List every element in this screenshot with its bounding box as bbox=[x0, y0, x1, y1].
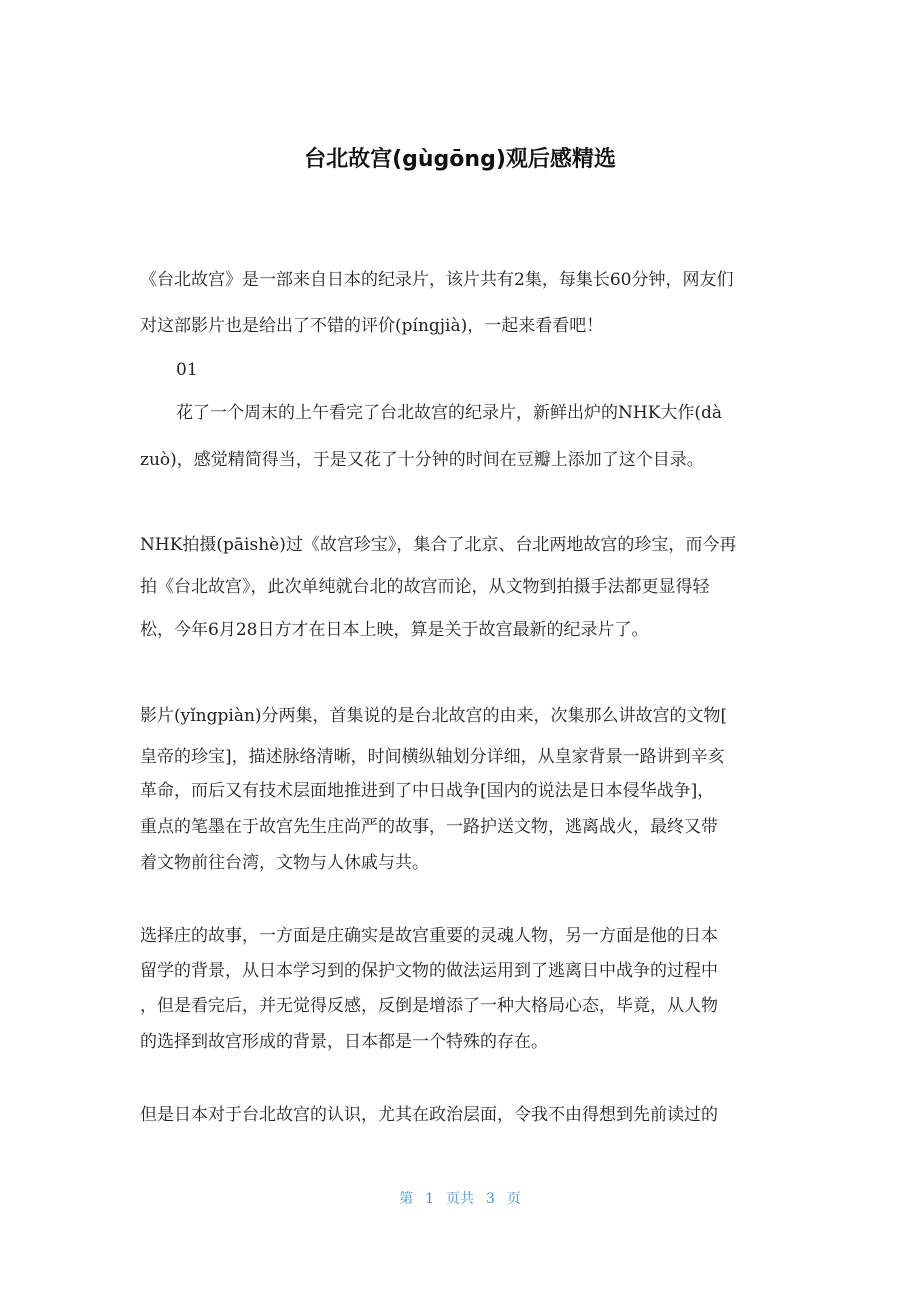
footer-label: 第 bbox=[399, 1191, 414, 1207]
text-line: 留学的背景，从日本学习到的保护文物的做法运用到了逃离日中战争的过程中 bbox=[140, 961, 718, 981]
text-line: 革命，而后又有技术层面地推进到了中日战争[国内的说法是日本侵华战争]， bbox=[140, 781, 715, 801]
text-line: 花了一个周末的上午看完了台北故宫的纪录片，新鲜出炉的NHK大作(dà bbox=[176, 403, 723, 423]
text-line: 对这部影片也是给出了不错的评价(píngjià)，一起来看看吧！ bbox=[140, 316, 604, 336]
document-title: 台北故宫(gùgōng)观后感精选 bbox=[304, 147, 616, 172]
text-line: 皇帝的珍宝]，描述脉络清晰，时间横纵轴划分详细，从皇家背景一路讲到辛亥 bbox=[140, 747, 725, 767]
text-line: 拍《台北故宫》，此次单纯就台北的故宫而论，从文物到拍摄手法都更显得轻 bbox=[140, 577, 710, 597]
section-number: 01 bbox=[176, 360, 198, 380]
text-line: 着文物前往台湾，文物与人休戚与共。 bbox=[140, 853, 429, 873]
footer-label: 页共 bbox=[446, 1191, 474, 1207]
footer-label: 页 bbox=[506, 1191, 521, 1207]
text-line: 松，今年6月28日方才在日本上映，算是关于故宫最新的纪录片了。 bbox=[140, 620, 649, 640]
text-line: 《台北故宫》是一部来自日本的纪录片，该片共有2集，每集长60分钟，网友们 bbox=[140, 270, 734, 290]
page-footer bbox=[0, 1188, 920, 1208]
text-line: 但是日本对于台北故宫的认识，尤其在政治层面，令我不由得想到先前读过的 bbox=[140, 1105, 718, 1125]
text-line: ，但是看完后，并无觉得反感，反倒是增添了一种大格局心态，毕竟，从人物 bbox=[140, 996, 718, 1016]
total-pages: 3 bbox=[486, 1191, 495, 1207]
text-line: 选择庄的故事，一方面是庄确实是故宫重要的灵魂人物，另一方面是他的日本 bbox=[140, 926, 718, 946]
text-line: zuò)，感觉精简得当，于是又花了十分钟的时间在豆瓣上添加了这个目录。 bbox=[140, 450, 704, 470]
text-line: NHK拍摄(pāishè)过《故宫珍宝》，集合了北京、台北两地故宫的珍宝，而今再 bbox=[140, 535, 737, 555]
text-line: 重点的笔墨在于故宫先生庄尚严的故事，一路护送文物，逃离战火，最终又带 bbox=[140, 817, 718, 837]
current-page: 1 bbox=[425, 1191, 434, 1207]
text-line: 的选择到故宫形成的背景，日本都是一个特殊的存在。 bbox=[140, 1032, 548, 1052]
text-line: 影片(yǐngpiàn)分两集，首集说的是台北故宫的由来，次集那么讲故宫的文物[ bbox=[140, 706, 728, 726]
